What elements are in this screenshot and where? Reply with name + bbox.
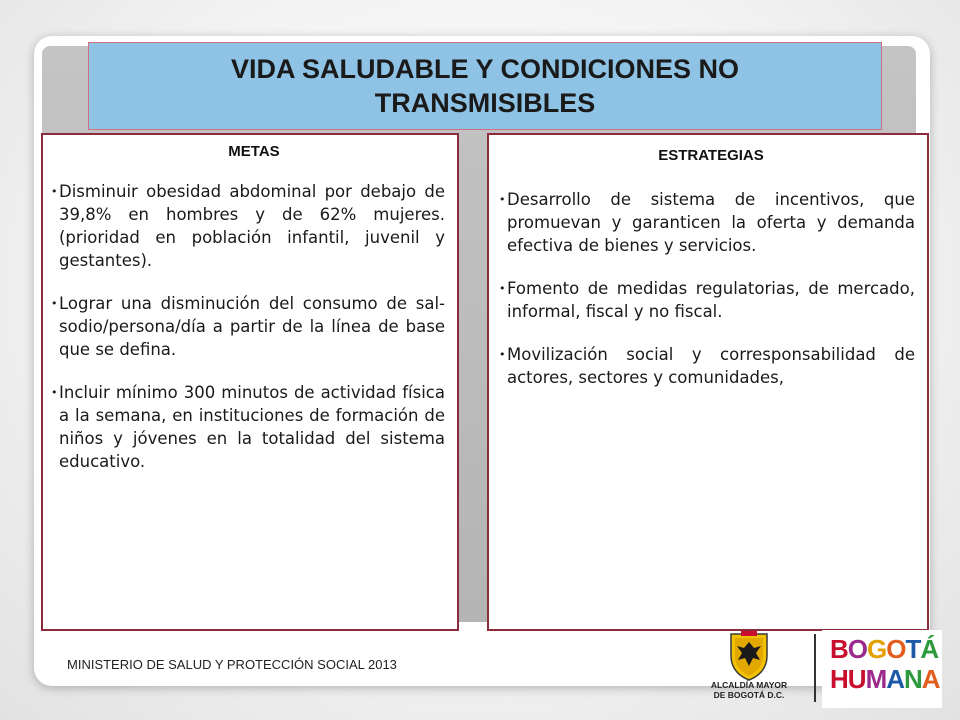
brand-line2: HUMANA <box>830 664 940 694</box>
logo-divider <box>814 634 816 702</box>
metas-list <box>51 180 445 473</box>
estrategias-item: • Desarrollo de sistema de incentivos, que promuevan y garanticen la oferta y demanda efectiva de bienes y servicios. <box>499 188 915 257</box>
coat-of-arms-icon <box>727 630 771 682</box>
alcaldia-line2: DE BOGOTÁ D.C. <box>713 690 785 700</box>
estrategias-item: • Movilización social y corresponsabilidad de actores, sectores y comunidades, <box>499 343 915 389</box>
alcaldia-line1: ALCALDÍA MAYOR <box>710 680 788 690</box>
bogota-humana-logo <box>822 630 942 708</box>
metas-item: • Lograr una disminución del consumo de sal-sodio/persona/día a partir de la línea de base que se defina. <box>51 292 445 361</box>
metas-heading: METAS <box>228 143 280 160</box>
estrategias-heading: ESTRATEGIAS <box>658 147 764 164</box>
estrategias-panel <box>487 133 929 631</box>
metas-item: • Disminuir obesidad abdominal por debajo de 39,8% en hombres y de 62% mujeres. (prioridad en población infantil, juvenil y gestantes). <box>51 180 445 272</box>
footer-credit: MINISTERIO DE SALUD Y PROTECCIÓN SOCIAL 2013 <box>67 657 397 672</box>
estrategias-list <box>499 188 915 389</box>
alcaldia-label <box>696 680 802 700</box>
slide-title: VIDA SALUDABLE Y CONDICIONES NO TRANSMISIBLES <box>230 54 740 118</box>
metas-item: • Incluir mínimo 300 minutos de actividad física a la semana, en instituciones de formación de niños y jóvenes en la totalidad del sistema educativo. <box>51 381 445 473</box>
metas-panel <box>41 133 459 631</box>
brand-line1: BOGOTÁ <box>830 634 939 664</box>
title-box <box>88 42 882 130</box>
logo-group <box>696 628 960 720</box>
estrategias-item: • Fomento de medidas regulatorias, de mercado, informal, fiscal y no fiscal. <box>499 277 915 323</box>
